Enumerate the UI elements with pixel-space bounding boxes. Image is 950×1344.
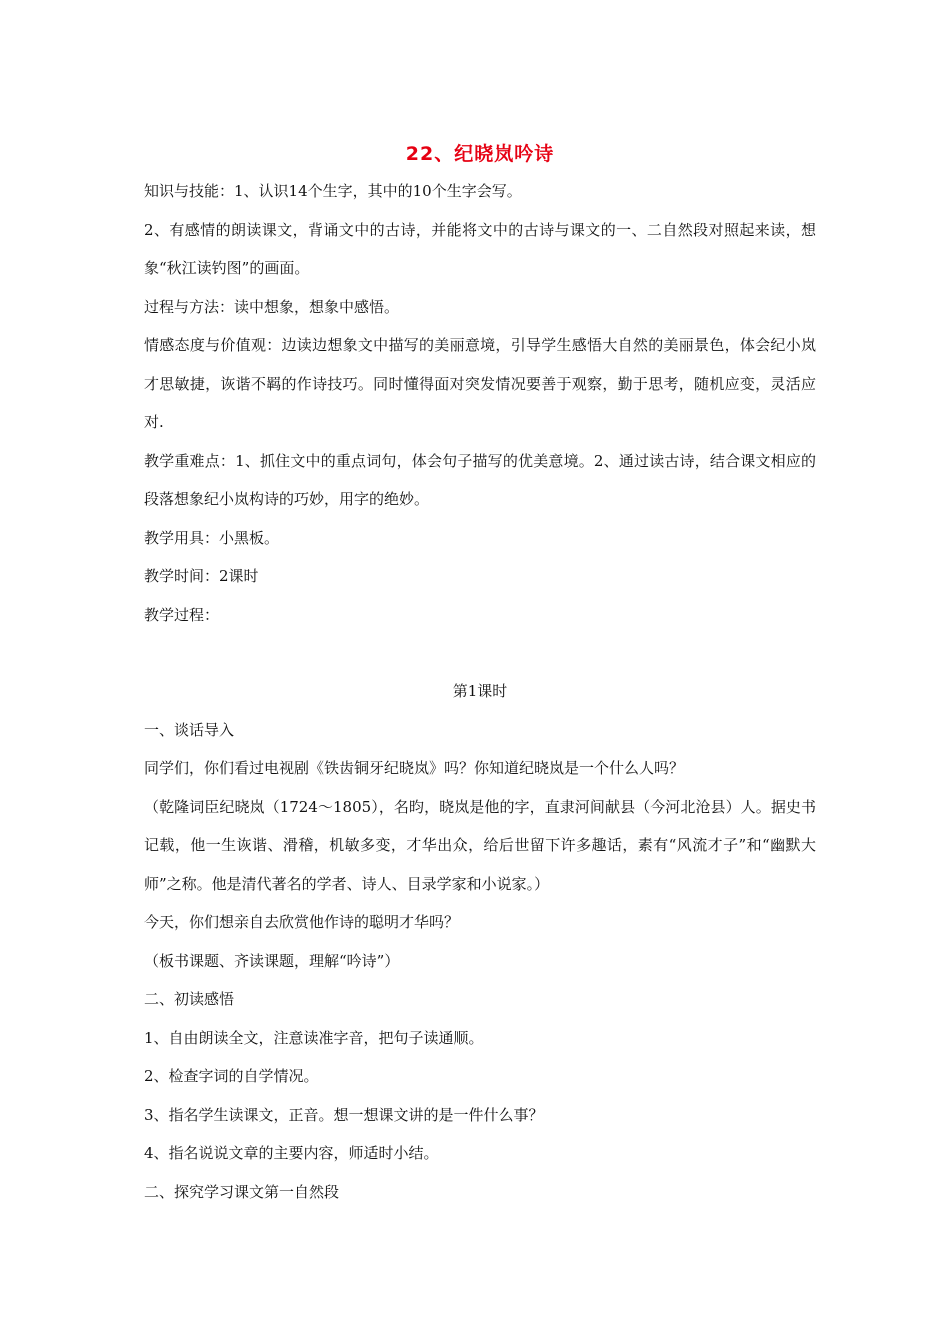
lesson-heading: 第1课时 <box>452 682 508 700</box>
key-points: 教学重难点：1、抓住文中的重点词句，体会句子描写的优美意境。2、通过读古诗，结合课文相应的段落想象纪小岚构诗的巧妙，用字的绝妙。 <box>144 451 816 508</box>
objective-process: 过程与方法：读中想象，想象中感悟。 <box>144 297 400 316</box>
objective-knowledge-2: 2、有感情的朗读课文，背诵文中的古诗，并能将文中的古诗与课文的一、二自然段对照起来读，想象“秋江读钓图”的画面。 <box>144 220 816 277</box>
section-1-prompt: 今天，你们想亲自去欣赏他作诗的聪明才华吗？ <box>144 913 460 931</box>
objective-knowledge: 知识与技能：1、认识14个生字，其中的10个生字会写。 <box>144 182 522 200</box>
section-2-step: 4、指名说说文章的主要内容，师适时小结。 <box>144 1144 439 1162</box>
section-gap <box>144 634 816 672</box>
section-2-step: 3、指名学生读课文，正音。想一想课文讲的是一件什么事？ <box>144 1105 544 1124</box>
section-1-heading: 一、谈话导入 <box>144 720 235 739</box>
teaching-process-label: 教学过程： <box>144 605 220 624</box>
section-1-question: 同学们，你们看过电视剧《铁齿铜牙纪晓岚》吗？你知道纪晓岚是一个什么人吗？ <box>144 759 685 777</box>
document-title: 22、纪晓岚吟诗 <box>405 143 555 165</box>
section-1-board: （板书课题、齐读课题，理解“吟诗”） <box>144 951 400 970</box>
section-2-step: 1、自由朗读全文，注意读准字音，把句子读通顺。 <box>144 1028 484 1047</box>
objective-emotion: 情感态度与价值观：边读边想象文中描写的美丽意境，引导学生感悟大自然的美丽景色，体会纪小岚才思敏捷，诙谐不羁的作诗技巧。同时懂得面对突发情况要善于观察，勤于思考，随机应变，灵活应对. <box>144 336 816 431</box>
section-1-bio: （乾隆词臣纪晓岚（1724～1805），名昀，晓岚是他的字，直隶河间献县（今河北沧县）人。据史书记载，他一生诙谐、滑稽，机敏多变，才华出众，给后世留下许多趣话，素有“风流才子”和“幽默大师”之称。他是清代著名的学者、诗人、目录学家和小说家。） <box>144 797 816 893</box>
section-2-heading: 二、初读感悟 <box>144 990 235 1008</box>
teaching-time: 教学时间：2课时 <box>144 567 259 585</box>
document-body <box>144 138 816 1211</box>
teaching-tools: 教学用具：小黑板。 <box>144 528 280 547</box>
section-3-heading: 二、探究学习课文第一自然段 <box>144 1182 340 1201</box>
section-2-step: 2、检查字词的自学情况。 <box>144 1067 319 1085</box>
